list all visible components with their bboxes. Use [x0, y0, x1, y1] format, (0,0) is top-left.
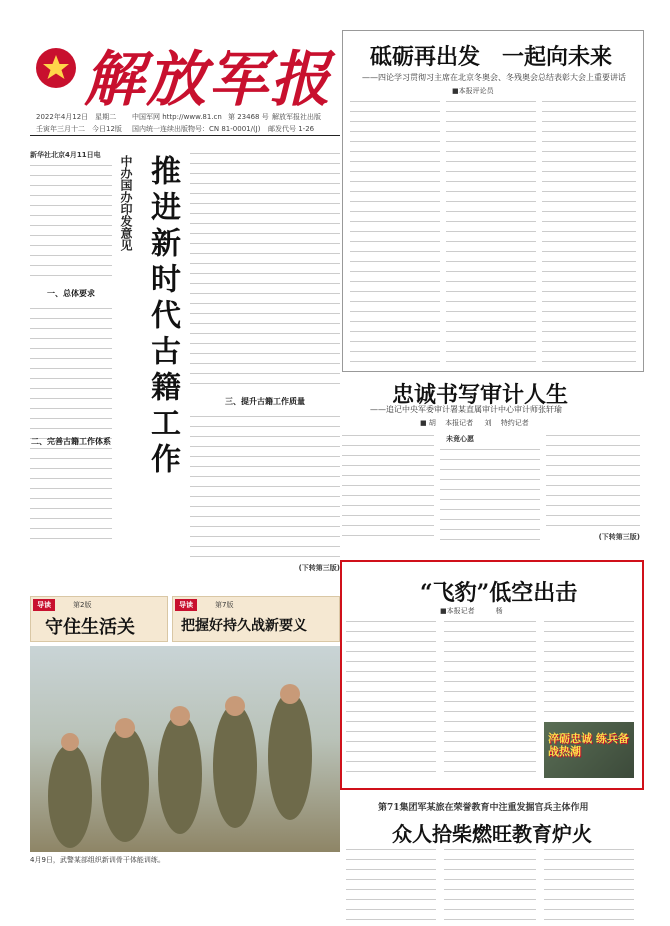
guide-tag-2: 导读 [175, 599, 197, 611]
guide-label-2: 把握好持久战新要义 [181, 618, 307, 634]
top-story-col3 [542, 98, 636, 366]
guide-tag-1: 导读 [33, 599, 55, 611]
bottom-headline: 众人拾柴燃旺教育炉火 [392, 822, 592, 846]
feature-overlay-text: 淬砺忠诚 练兵备战热潮 [548, 732, 629, 758]
audit-headline: 忠诚书写审计人生 [392, 382, 569, 408]
audit-byline: ■ 胡 本报记者 刘 特约记者 [420, 419, 529, 427]
top-story-headline: 砥砺再出发 一起向未来 [370, 44, 613, 70]
website-link[interactable]: 中国军网 http://www.81.cn [132, 113, 222, 121]
guide-label-1: 守住生活关 [45, 617, 135, 638]
feature-byline: ■本报记者 杨 [440, 607, 503, 615]
section-3-heading: 三、提升古籍工作质量 [225, 396, 305, 406]
lead-dateline: 新华社北京4月11日电 [30, 151, 101, 159]
issue-number: 第 23468 号 [228, 113, 269, 121]
lead-issuer: 中办国办印发意见 [119, 155, 133, 251]
postal-code: 邮发代号 1-26 [268, 125, 315, 133]
top-story-byline: ■本报评论员 [452, 87, 494, 95]
soldiers-photo [30, 646, 340, 852]
lead-continued: (下转第三版) [298, 564, 340, 572]
audit-section: 未竟心愿 [446, 435, 474, 443]
feature-headline: “飞豹”低空出击 [420, 580, 578, 606]
publisher: 解放军报社出版 [272, 113, 321, 121]
photo-caption: 4月9日，武警某部组织新训骨干体能训练。 [30, 856, 165, 864]
top-story-col2 [446, 98, 536, 366]
bottom-kicker: 第71集团军某旅在荣誉教育中注重发掘官兵主体作用 [378, 803, 589, 813]
date-line: 2022年4月12日 星期二 [36, 113, 117, 121]
bottom-body [346, 846, 636, 920]
feature-photo [544, 722, 634, 778]
guide-box-1[interactable] [30, 596, 168, 642]
section-1-heading: 一、总体要求 [47, 288, 95, 298]
audit-subhead: ——追记中央军委审计署某直属审计中心审计师张轩瑜 [370, 405, 562, 414]
audit-body [342, 432, 642, 542]
guide-page-2: 第7版 [215, 601, 234, 609]
guide-box-2[interactable] [172, 596, 340, 642]
newspaper-title: 解放军报 [84, 45, 332, 115]
audit-continued: (下转第三版) [598, 533, 640, 541]
lead-headline: 推进新时代古籍工作 [145, 155, 180, 479]
top-story-subhead: ——四论学习贯彻习主席在北京冬奥会、冬残奥会总结表彰大会上重要讲话 [362, 73, 626, 82]
feature-body [346, 618, 636, 782]
top-story-col1 [350, 98, 440, 366]
lunar-line: 壬寅年三月十二 今日12版 [36, 125, 122, 133]
cn-number: 国内统一连续出版物号：CN 81-0001/(J) [132, 125, 261, 133]
lead-body-col [190, 150, 340, 570]
masthead-rule [30, 135, 340, 136]
lead-intro-col [30, 150, 112, 570]
section-2-heading: 二、完善古籍工作体系 [31, 436, 111, 446]
guide-page-1: 第2版 [73, 601, 92, 609]
army-star-logo [36, 48, 76, 88]
